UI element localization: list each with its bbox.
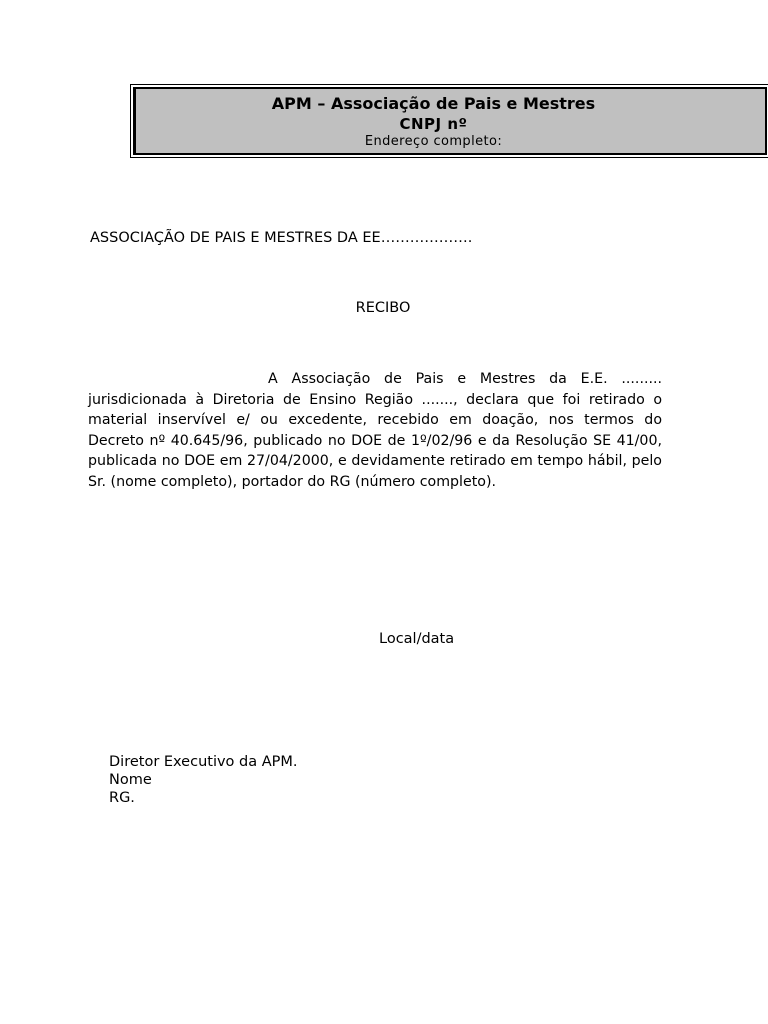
receipt-body bbox=[88, 369, 662, 493]
receipt-title: RECIBO bbox=[355, 300, 411, 316]
place-date: Local/data bbox=[379, 631, 455, 647]
signature-block bbox=[109, 753, 298, 807]
receipt-body-rest: jurisdicionada à Diretoria de Ensino Região ......., declara que foi retirado o material inservível e/ ou excedente, recebido em doação, nos termos do Decreto nº 40.645/96, publicado no DOE de 1º/02/96 e da Resolução SE 41/00, publicada no DOE em 27/04/2000, e devidamente retirado em tempo hábil, pelo Sr. (nome completo), portador do RG (número completo). bbox=[88, 391, 662, 490]
header-cnpj: CNPJ nº bbox=[399, 115, 468, 133]
association-title: ASSOCIAÇÃO DE PAIS E MESTRES DA EE………………. bbox=[90, 230, 473, 246]
header-title: APM – Associação de Pais e Mestres bbox=[271, 94, 596, 113]
header-box bbox=[133, 87, 767, 155]
header-content bbox=[102, 93, 765, 150]
signature-role: Diretor Executivo da APM. bbox=[109, 754, 298, 770]
header-address: Endereço completo: bbox=[364, 134, 503, 149]
signature-rg: RG. bbox=[109, 790, 135, 806]
signature-name: Nome bbox=[109, 772, 152, 788]
receipt-body-first-line: A Associação de Pais e Mestres da E.E. ......... bbox=[268, 371, 662, 387]
